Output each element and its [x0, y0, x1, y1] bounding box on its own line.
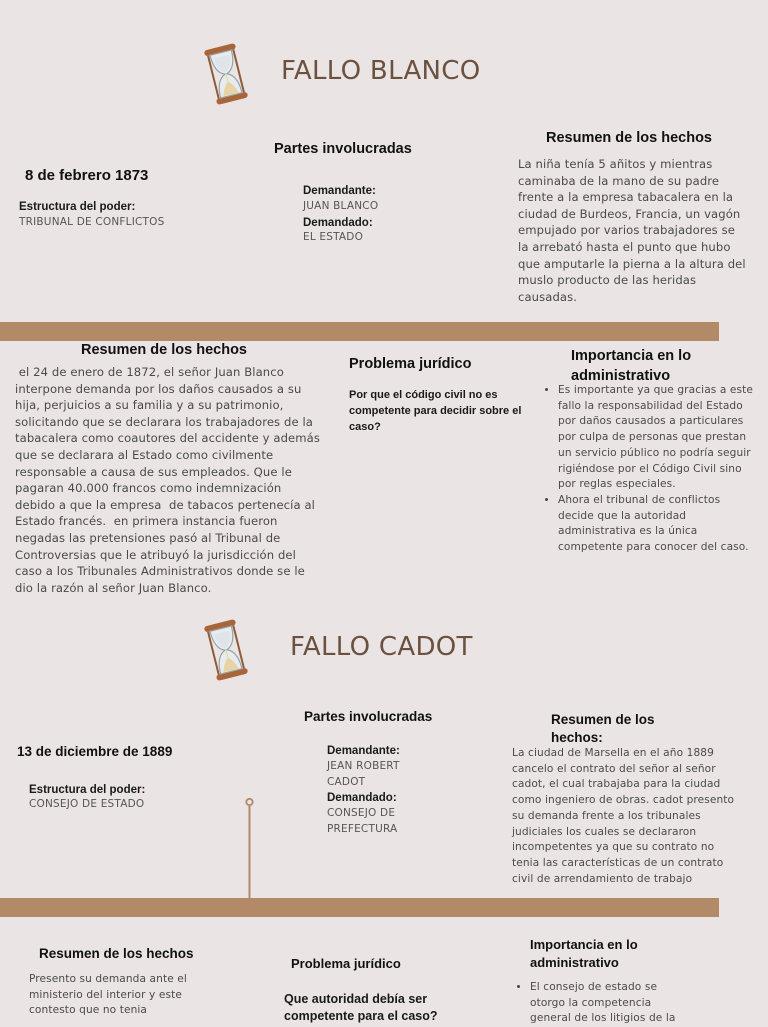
resumen-title: Resumen de los hechos: [81, 342, 247, 358]
problema-title: Problema jurídico: [349, 356, 472, 372]
demandado-value: EL ESTADO: [303, 231, 364, 243]
resumen-top-text: La ciudad de Marsella en el año 1889 cancelo el contrato del señor al señor cadot, el cual trabajaba para la ciudad como ingeniero de obras. cadot presento su demanda frente a los tribunales judiciales los cuales se declararon incompetentes ya que su contrato no tenia las características de un contrato civil de arrendamiento de trabajo: [512, 747, 735, 885]
list-item: • Es importante ya que gracias a este fallo la responsabilidad del Estado por daños causados a particulares por culpa de personas que prestan un servicio público no podría seguir rigiéndose por el Código Civil sino por reglas especiales.: [558, 383, 758, 493]
demandante-label: Demandante:: [327, 745, 400, 757]
estructura-value: TRIBUNAL DE CONFLICTOS: [19, 216, 165, 228]
problema-text: Que autoridad debía ser competente para el caso?: [284, 992, 438, 1023]
demandado-label: Demandado:: [303, 217, 373, 229]
importancia-list: [546, 383, 758, 556]
problema-title: Problema jurídico: [291, 956, 401, 971]
page-title: FALLO BLANCO: [281, 56, 481, 86]
demandante-label: Demandante:: [303, 185, 376, 197]
page-title: FALLO CADOT: [290, 632, 473, 662]
resumen-title: Resumen de los hechos: [39, 946, 194, 961]
estructura-label: Estructura del poder:: [19, 201, 136, 213]
hourglass-icon: [198, 614, 254, 686]
resumen-top-text: La niña tenía 5 añitos y mientras caminaba de la mano de su padre frente a la empresa tabacalera en la ciudad de Burdeos, Francia, un vagón empujado por varios trabajadores se la arrebató hasta el punto que hubo que amputarle la pierna a la altura del muslo producto de las heridas causadas.: [518, 157, 746, 304]
hourglass-icon: [198, 38, 254, 110]
demandado-label: Demandado:: [327, 792, 397, 804]
partes-title: Partes involucradas: [304, 709, 433, 724]
list-item: • El consejo de estado se otorgo la competencia general de los litigios de la: [530, 980, 690, 1027]
resumen-text: Presento su demanda ante el ministerio del interior y este contesto que no tenia: [29, 973, 187, 1017]
problema-text: Por que el código civil no es competente para decidir sobre el caso?: [349, 389, 522, 433]
demandante-value: JUAN BLANCO: [303, 200, 379, 212]
demandante-value: JEAN ROBERT CADOT: [327, 760, 400, 788]
resumen-top-title: Resumen de los hechos: [546, 130, 712, 146]
list-item: • Ahora el tribunal de conflictos decide que la autoridad administrativa es la única competente para conocer del caso.: [558, 493, 758, 556]
demandado-value: CONSEJO DE PREFECTURA: [327, 807, 398, 835]
resumen-top-title: Resumen de los hechos:: [551, 712, 655, 746]
resumen-text: el 24 de enero de 1872, el señor Juan Blanco interpone demanda por los daños causados a su hija, perjuicios a su familia y a su patrimonio, solicitando que se declarara los trabajadores de la tabacalera como coautores del accidente y además que se declarara al Estado como civilmente responsable a causa de sus empleados. Que le pagaran 40.000 francos como indemnización debido a que la empresa de tabacos pertenecía al Estado francés. en primera instancia fueron negadas las pretensiones pasó al Tribunal de Controversias que le atribuyó la jurisdicción del caso a los Tribunales Administrativos donde se le dio la razón al señor Juan Blanco.: [15, 365, 324, 595]
estructura-value: CONSEJO DE ESTADO: [29, 798, 145, 810]
timeline-connector: [245, 797, 254, 898]
importancia-list: [518, 980, 690, 1027]
importancia-title: Importancia en lo administrativo: [530, 937, 638, 970]
date: 13 de diciembre de 1889: [17, 744, 173, 759]
importancia-title: Importancia en lo administrativo: [571, 348, 692, 384]
estructura-label: Estructura del poder:: [29, 784, 146, 796]
partes-title: Partes involucradas: [274, 141, 412, 157]
section-band: [0, 898, 719, 917]
section-band: [0, 322, 719, 341]
date: 8 de febrero 1873: [25, 167, 149, 184]
